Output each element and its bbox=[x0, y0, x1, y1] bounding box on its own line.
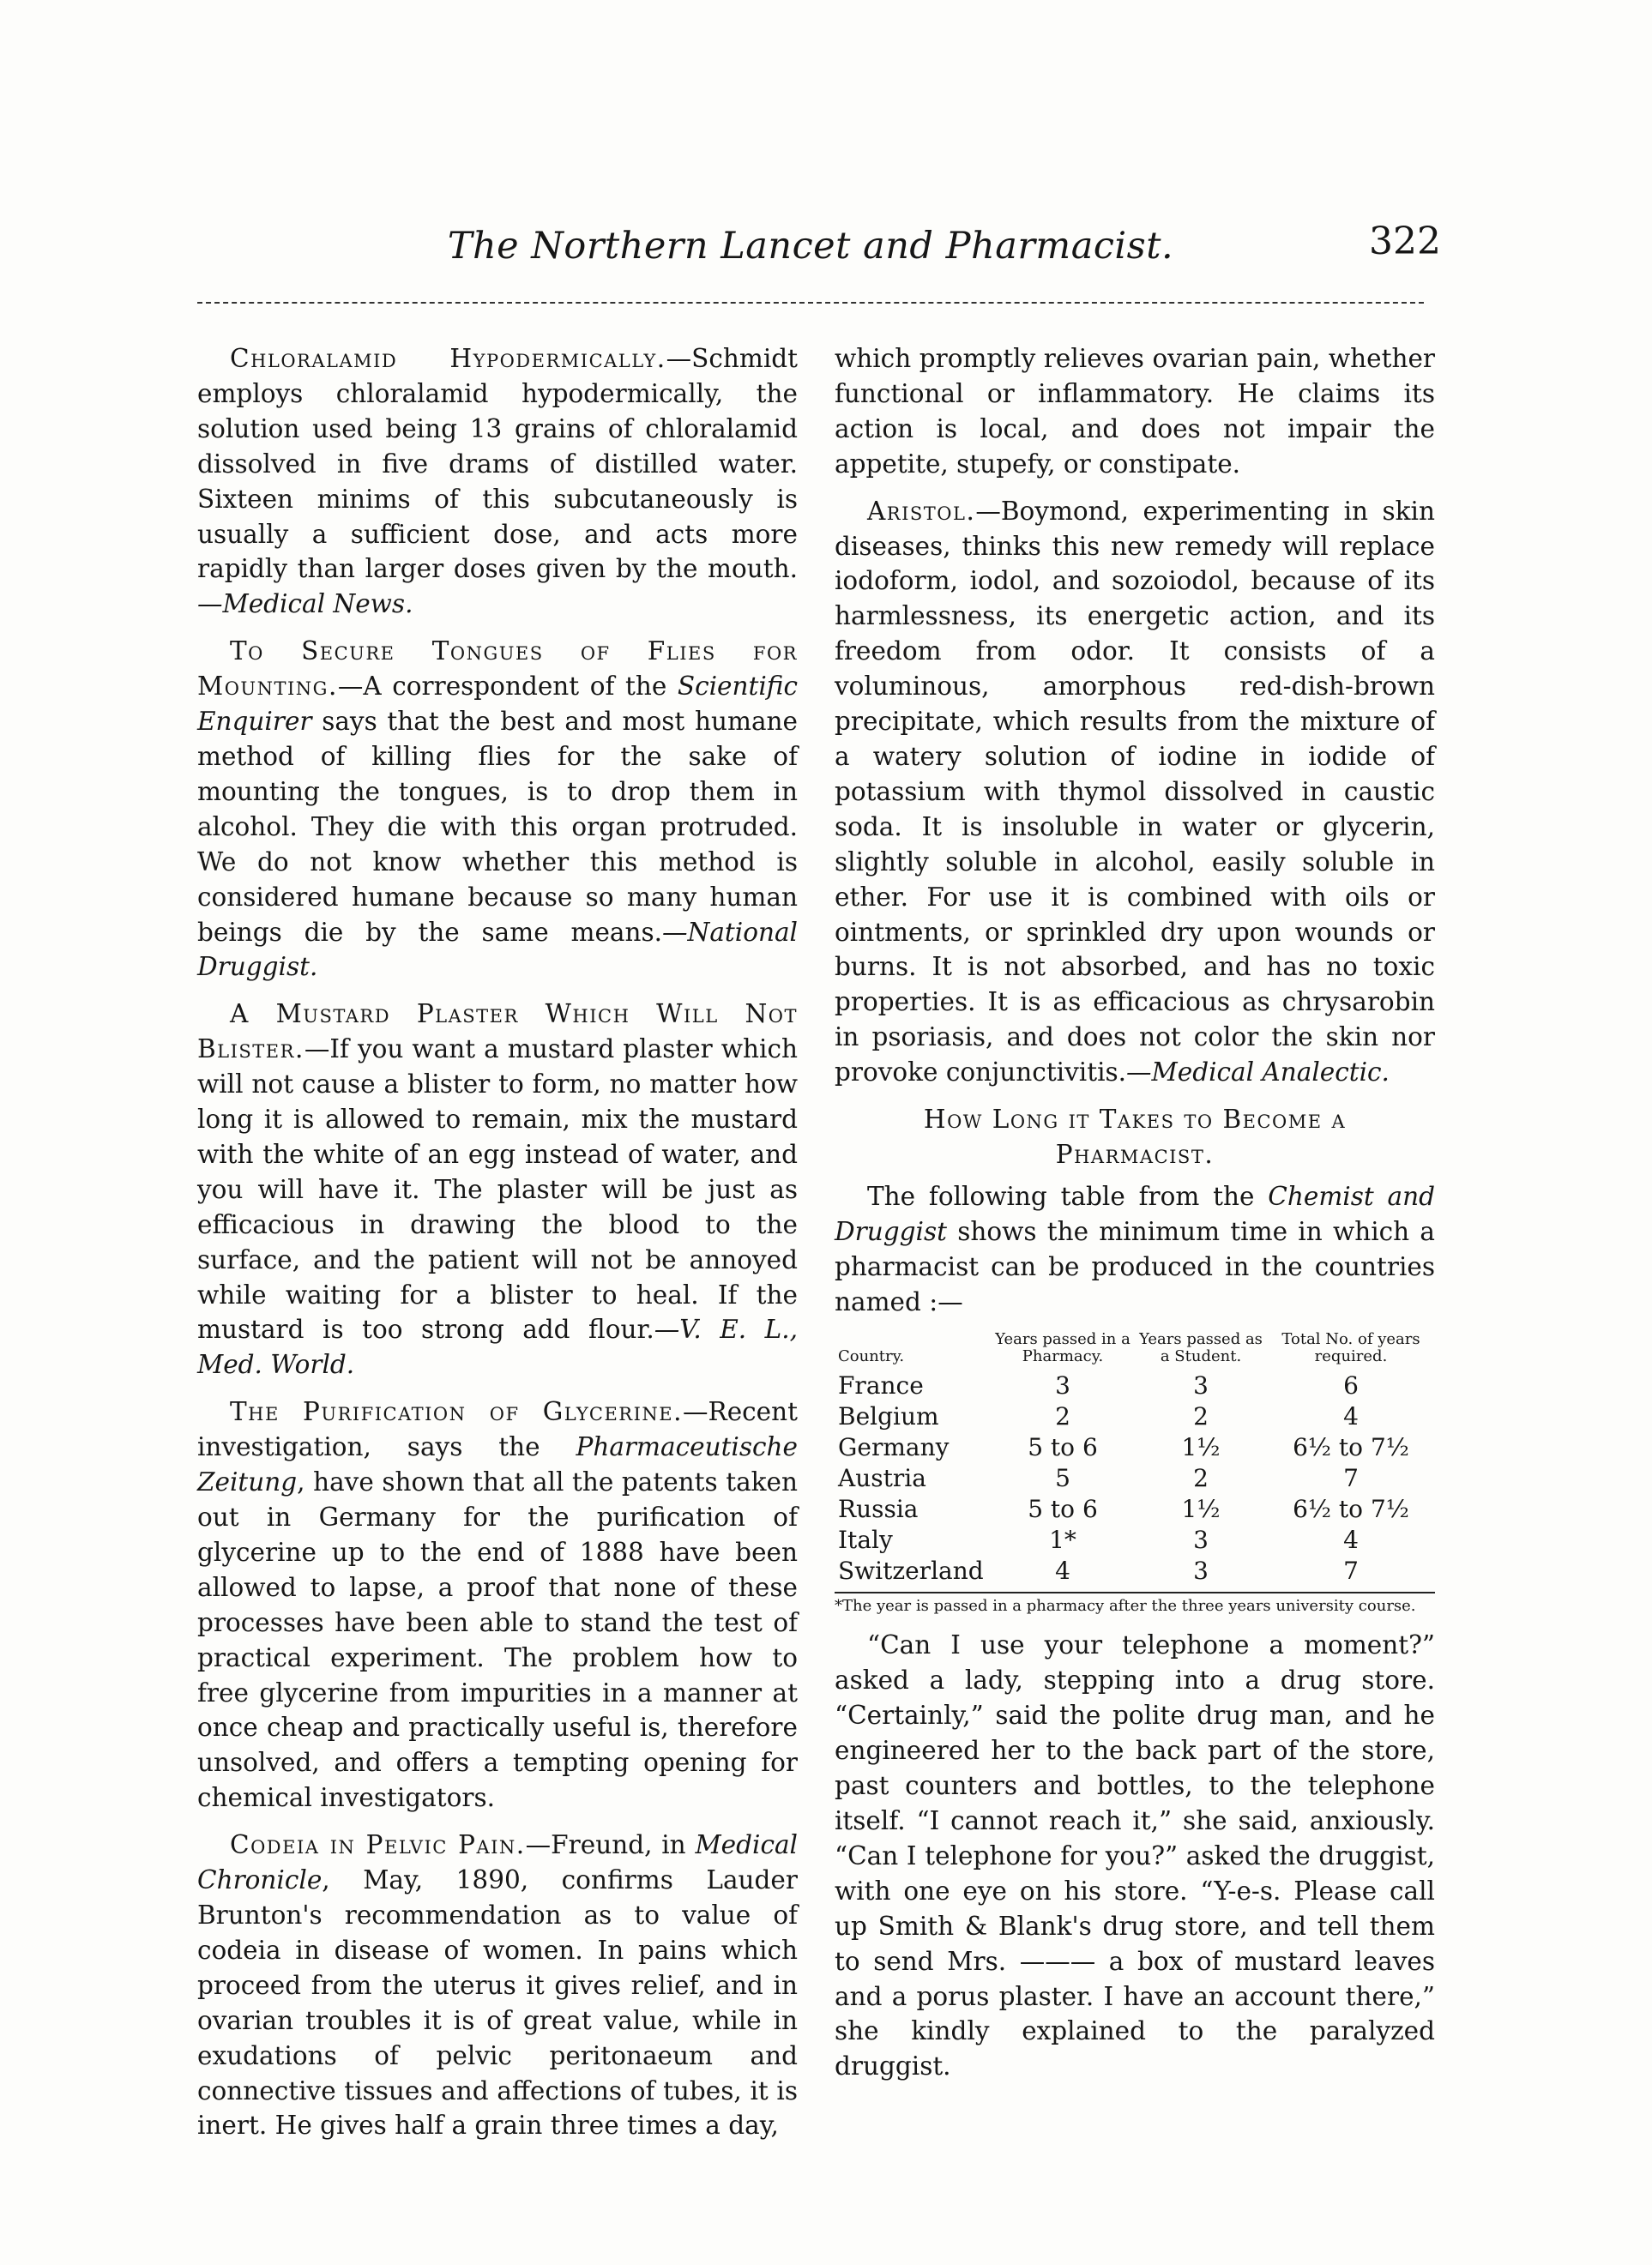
article-body: The following table from the bbox=[867, 1181, 1269, 1211]
heading-line: Pharmacist. bbox=[1055, 1139, 1215, 1169]
table-cell: 4 bbox=[1343, 1402, 1359, 1431]
table-cell: 6½ to 7½ bbox=[1293, 1495, 1409, 1524]
table-row bbox=[835, 1463, 1435, 1494]
article-telephone: “Can I use your telephone a moment?” asked a lady, stepping into a drug store. “Certainly,” said the polite drug man, and he engineered her to the back part of the store, past counters and bottles, to the telephone itself. “I cannot reach it,” she said, anxiously. “Can I telephone for you?” asked the druggist, with one eye on his store. “Y-e-s. Please call up Smith & Blank's drug store, and tell them to send Mrs. ——— a box of mustard leaves and a porus plaster. I have an account there,” she kindly explained to the paralyzed druggist. bbox=[835, 1630, 1435, 2081]
table-header: Country. bbox=[838, 1347, 905, 1366]
table-row bbox=[835, 1556, 1435, 1587]
heading-line: How Long it Takes to Become a bbox=[923, 1105, 1347, 1135]
article-heading: Chloralamid Hypodermically. bbox=[230, 344, 666, 373]
journal-name: Medical Chronicle bbox=[197, 1830, 798, 1895]
table-cell: 5 to 6 bbox=[1028, 1433, 1098, 1462]
article-source: —Medical News. bbox=[197, 589, 413, 619]
article-heading: The Purification of Glycerine. bbox=[230, 1397, 683, 1427]
right-column bbox=[835, 341, 1435, 2096]
table-header-row bbox=[835, 1331, 1435, 1370]
table-footnote: *The year is passed in a pharmacy after the three years university course. bbox=[835, 1597, 1416, 1616]
table-cell: 2 bbox=[1193, 1402, 1209, 1431]
article-heading-pharmacist bbox=[835, 1102, 1435, 1172]
table-cell: 3 bbox=[1055, 1371, 1070, 1401]
table-cell: 6½ to 7½ bbox=[1293, 1433, 1409, 1462]
article-body: —Recent investigation, says the bbox=[197, 1397, 798, 1462]
table-row bbox=[835, 1432, 1435, 1463]
article-pharmacist-intro bbox=[835, 1179, 1435, 1320]
table-cell: 1½ bbox=[1181, 1433, 1221, 1462]
article-body: —Boymond, experimenting in skin diseases, thinks this new remedy will replace iodoform, iodol, and sozoiodol, because of its harmlessness, its energetic action, and its freedom from odor. It consists of a voluminous, amorphous red-dish-brown precipitate, which results from the mixture of a watery solution of iodine in iodide of potassium with thymol dissolved in caustic soda. It is insoluble in water or glycerin, slightly soluble in alcohol, easily soluble in ether. For use it is combined with oils or ointments, or sprinkled dry upon wounds or burns. It is not absorbed, and has no toxic properties. It is as efficacious as chrysarobin in psoriasis, and does not color the skin nor provoke conjunctivitis. bbox=[835, 496, 1435, 1087]
article-fly-tongues bbox=[197, 634, 798, 985]
table-cell: 1½ bbox=[1181, 1495, 1221, 1524]
table-cell: Italy bbox=[838, 1526, 893, 1555]
article-heading: A Mustard Plaster Which Will Not Blister. bbox=[197, 999, 798, 1064]
article-body: says that the best and most humane method of killing flies for the sake of mounting the tongues, is to drop them in alcohol. They die with this organ protruded. We do not know whether this method is considered humane because so many human beings die by the same means. bbox=[197, 707, 798, 947]
journal-name: Scientific Enquirer bbox=[197, 672, 798, 737]
table-header: Years passed as a Student. bbox=[1139, 1330, 1263, 1366]
table-cell: Germany bbox=[838, 1433, 950, 1462]
pharmacy-years-table bbox=[835, 1331, 1435, 1587]
table-row bbox=[835, 1494, 1435, 1525]
page-number: 322 bbox=[1369, 220, 1441, 263]
header-rule bbox=[197, 302, 1424, 304]
article-heading: Codeia in Pelvic Pain. bbox=[230, 1830, 526, 1860]
pharmacy-years-table-block bbox=[835, 1331, 1435, 1616]
table-row bbox=[835, 1525, 1435, 1556]
table-cell: 5 to 6 bbox=[1028, 1495, 1098, 1524]
article-body: —If you want a mustard plaster which will not cause a blister to form, no matter how long it is allowed to remain, mix the mustard with the white of an egg instead of water, and you will have it. The plaster will be just as efficacious in drawing the blood to the surface, and the patient will not be annoyed while waiting for a blister to heal. If the mustard is too strong add flour. bbox=[197, 1034, 798, 1345]
table-cell: Austria bbox=[838, 1464, 926, 1493]
article-body: —A correspondent of the bbox=[337, 672, 678, 702]
article-source: —National Druggist. bbox=[197, 917, 798, 982]
article-body: —Freund, in bbox=[525, 1830, 696, 1860]
table-cell: 5 bbox=[1055, 1464, 1070, 1493]
article-codeia-continued: which promptly relieves ovarian pain, whether functional or inflammatory. He claims its action is local, and does not impair the appetite, stupefy, or constipate. bbox=[835, 344, 1435, 479]
article-mustard-plaster bbox=[197, 997, 798, 1382]
journal-title: The Northern Lancet and Pharmacist. bbox=[447, 225, 1174, 268]
running-head bbox=[197, 220, 1441, 285]
article-glycerine bbox=[197, 1395, 798, 1816]
table-cell: 2 bbox=[1055, 1402, 1070, 1431]
journal-name: Chemist and Druggist bbox=[835, 1181, 1435, 1246]
article-body: —Schmidt employs chloralamid hypodermically, the solution used being 13 grains of chloralamid dissolved in five drams of distilled water. Sixteen minims of this subcutaneously is usually a sufficient dose, and acts more rapidly than larger doses given by the mouth. bbox=[197, 344, 798, 584]
table-row bbox=[835, 1401, 1435, 1432]
table-cell: 3 bbox=[1193, 1557, 1209, 1586]
table-cell: 2 bbox=[1193, 1464, 1209, 1493]
article-body: , May, 1890, confirms Lauder Brunton's recommendation as to value of codeia in disease of women. In pains which proceed from the uterus it gives relief, and in ovarian troubles it is of great value, while in exudations of pelvic peritonaeum and connective tissues and affections of tubes, it is inert. He gives half a grain three times a day, bbox=[197, 1865, 798, 2141]
article-aristol bbox=[835, 494, 1435, 1090]
table-cell: 6 bbox=[1343, 1371, 1359, 1401]
article-heading: To Secure Tongues of Flies for Mounting. bbox=[197, 636, 798, 702]
table-header: Years passed in a Pharmacy. bbox=[995, 1330, 1130, 1366]
article-codeia bbox=[197, 1828, 798, 2143]
article-source: —V. E. L., Med. World. bbox=[197, 1315, 798, 1380]
table-cell: 1* bbox=[1049, 1526, 1076, 1555]
table-cell: Switzerland bbox=[838, 1557, 984, 1586]
article-body: shows the minimum time in which a pharmacist can be produced in the countries named :— bbox=[835, 1216, 1435, 1316]
table-cell: 4 bbox=[1055, 1557, 1070, 1586]
article-source: —Medical Analectic. bbox=[1126, 1057, 1390, 1087]
table-cell: 7 bbox=[1343, 1464, 1359, 1493]
table-cell: France bbox=[838, 1371, 924, 1401]
table-rule bbox=[835, 1592, 1435, 1593]
journal-name: Pharmaceutische Zeitung bbox=[197, 1432, 798, 1497]
table-cell: 3 bbox=[1193, 1371, 1209, 1401]
table-cell: Belgium bbox=[838, 1402, 939, 1431]
article-chloralamid bbox=[197, 341, 798, 622]
table-cell: 7 bbox=[1343, 1557, 1359, 1586]
article-body: , have shown that all the patents taken out in Germany for the purification of glycerine up to the end of 1888 have been allowed to lapse, a proof that none of these processes have been able to stand the test of practical experiment. The problem how to free glycerine from impurities in a manner at once cheap and practically useful is, therefore unsolved, and offers a tempting opening for chemical investigators. bbox=[197, 1467, 798, 1813]
table-header: Total No. of years required. bbox=[1281, 1330, 1420, 1366]
article-heading: Aristol. bbox=[867, 496, 976, 526]
table-row bbox=[835, 1370, 1435, 1401]
left-column bbox=[197, 341, 798, 2155]
table-cell: 3 bbox=[1193, 1526, 1209, 1555]
table-cell: Russia bbox=[838, 1495, 919, 1524]
table-cell: 4 bbox=[1343, 1526, 1359, 1555]
